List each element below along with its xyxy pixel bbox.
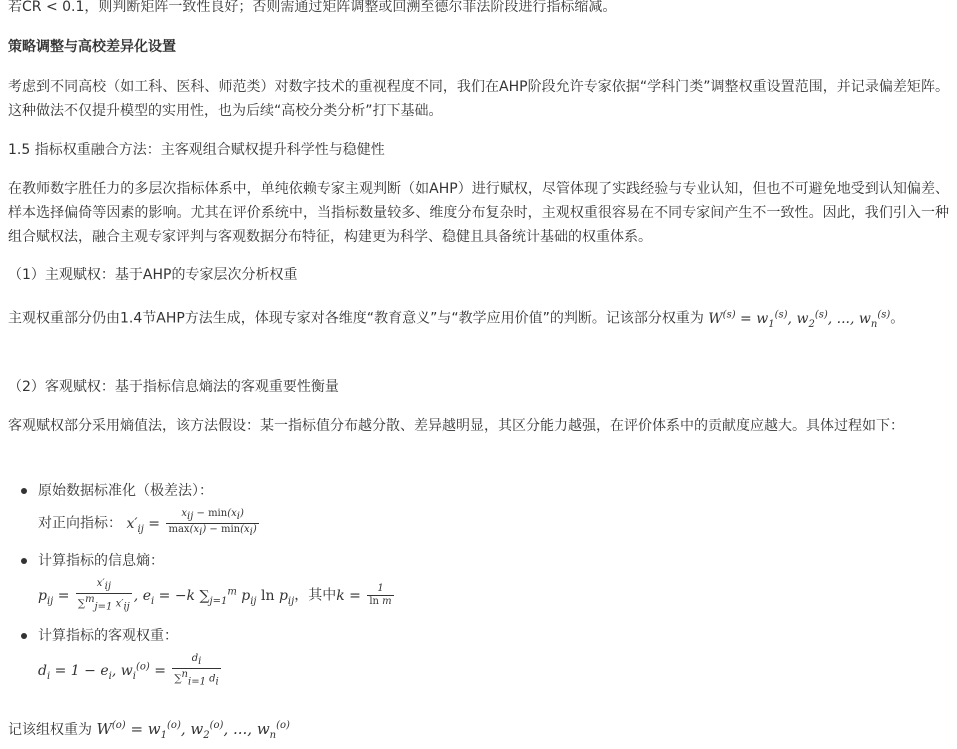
entropy-step-title: 计算指标的信息熵： [38,553,164,569]
objective-weighting-heading: （2）客观赋权：基于指标信息熵法的客观重要性衡量 [8,379,339,395]
section-1-5-heading: 1.5 指标权重融合方法：主客观组合赋权提升科学性与稳健性 [8,142,385,158]
cr-consistency-paragraph: 若CR < 0.1，则判断矩阵一致性良好；否则需通过矩阵调整或回溯至德尔菲法阶段进行指标缩减。 [8,0,617,15]
subjective-weight-vector-formula: $W^{(s)} = w_1^{(s)}$, $w_2^{(s)}$, ..., $w_n^{(s)}$ [708,309,891,330]
objective-weight-step-formula [38,653,223,688]
entropy-constant-formula: k = $\frac{1}{\text{ln m}}$ [336,583,392,608]
subjective-weighting-paragraph [8,302,949,337]
subjective-weighting-text: 主观权重部分仍由1.4节AHP方法生成，体现专家对各维度“教育意义”与“教学应用价值”的判断。记该部分权重为 [8,310,704,327]
positive-indicator-label: 对正向指标： [38,515,122,532]
bullet-marker [21,558,27,564]
objective-weight-step-title: 计算指标的客观权重： [38,628,178,644]
weight-fusion-intro-paragraph: 在教师数字胜任力的多层次指标体系中，单纯依赖专家主观判断（如AHP）进行赋权，尽管体现了实践经验与专业认知，但也不可避免地受到认知偏差、样本选择偏倚等因素的影响。尤其在评价系统中，当指标数量较多、维度分布复杂时，主观权重很容易在不同专家间产生不一致性。因此，我们引入一种组合赋权法，融合主观专家评判与客观数据分布特征，构建更为科学、稳健且具备统计基础的权重体系。 [8,181,949,245]
subjective-weighting-end: 。 [890,310,905,327]
standardization-step-formula [38,508,261,541]
final-weight-paragraph [8,713,949,749]
standardization-step-title: 原始数据标准化（极差法）： [38,483,213,499]
final-weight-text: 记该组权重为 [8,722,92,738]
objective-weight-vector-formula: $W^{(o)} = w_1^{(o)}$, $w_2^{(o)}$, ..., $w_n^{(o)}$ [96,720,290,741]
entropy-formula: $p_{ij}$ = $\frac{x'_{ij}}{\sum^m_{j=1} x'_{ij}}$ , $e_i = -k$ $\sum_{j=1}^m$ $p_{ij}$ $\ln p_{ij}$ [38,578,295,613]
objective-weight-formula: $d_i = 1 - e_i$, $w_i^{(o)}$ = $\frac{d_i}{\sum^n_{i=1} d_i}$ [38,653,219,688]
subjective-weighting-heading: （1）主观赋权：基于AHP的专家层次分析权重 [8,267,298,283]
entropy-where-text: ，其中 [294,587,337,604]
strategy-heading: 策略调整与高校差异化设置 [8,39,176,55]
normalization-formula: $x'_{ij}$ = $\frac{x_{ij} - \min(x_i)}{\max(x_i) - \min(x_i)}$ [126,508,257,538]
objective-weighting-paragraph: 客观赋权部分采用熵值法，该方法假设：某一指标值分布越分散、差异越明显，其区分能力越强，在评价体系中的贡献度应越大。具体过程如下： [8,418,904,434]
bullet-marker [21,633,27,639]
bullet-marker [21,488,27,494]
strategy-paragraph: 考虑到不同高校（如工科、医科、师范类）对数字技术的重视程度不同，我们在AHP阶段允许专家依据“学科门类”调整权重设置范围，并记录偏差矩阵。这种做法不仅提升模型的实用性，也为后续“高校分类分析”打下基础。 [8,79,949,119]
entropy-step-formula [38,578,396,613]
